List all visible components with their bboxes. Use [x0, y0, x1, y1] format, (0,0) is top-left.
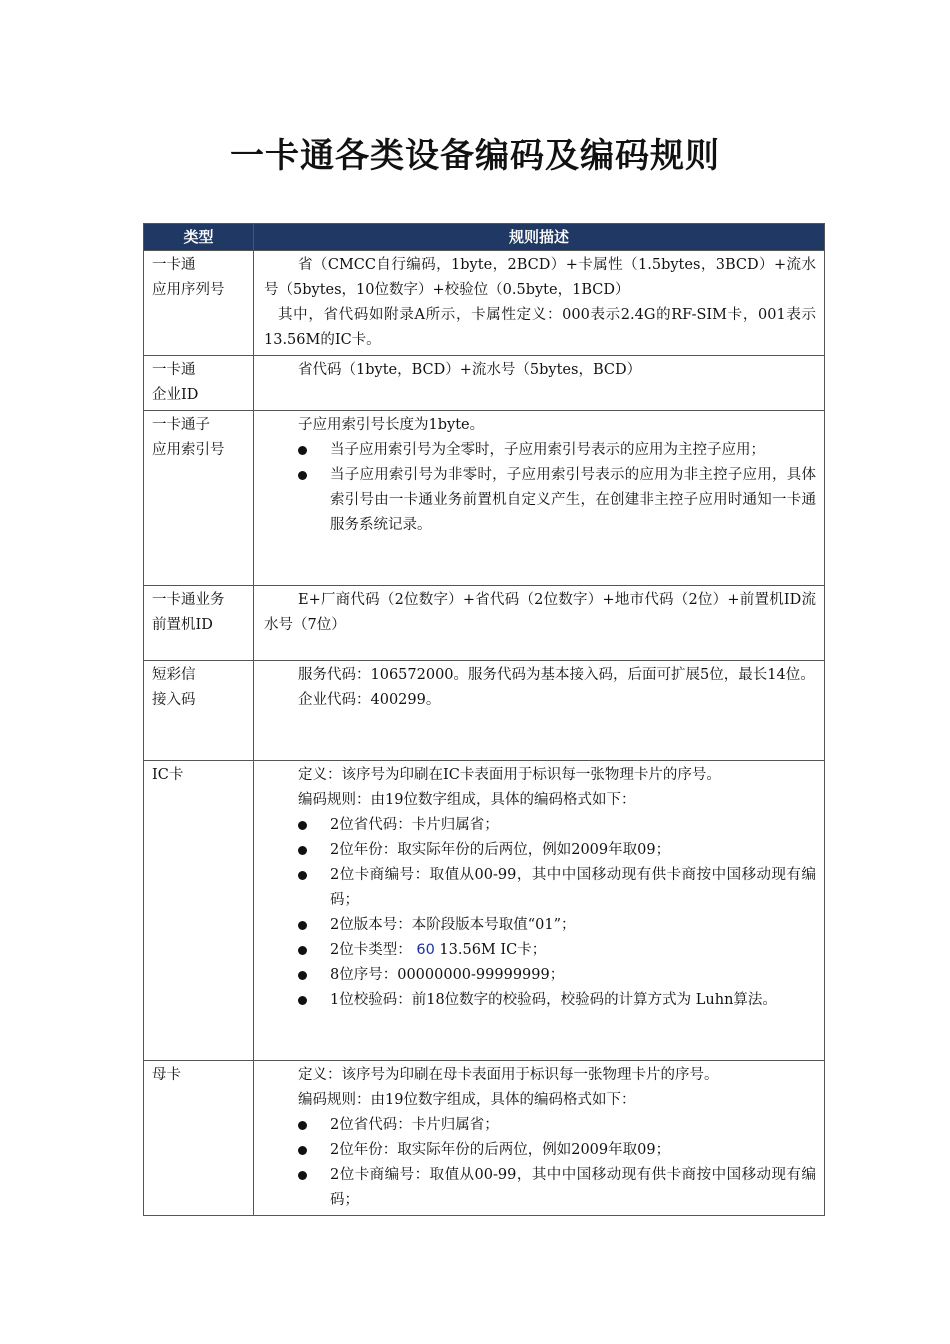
table-header-row	[144, 224, 825, 251]
type-cell	[144, 356, 254, 411]
description-cell	[254, 411, 825, 586]
description-text: 其中，省代码如附录A所示，卡属性定义：000表示2.4G的RF-SIM卡，001表示13.56M的IC卡。	[264, 307, 816, 348]
header-description: 规则描述	[254, 224, 825, 251]
list-item: 2位版本号：本阶段版本号取值“01”；	[264, 913, 816, 938]
list-item: 当子应用索引号为非零时，子应用索引号表示的应用为非主控子应用，具体索引号由一卡通业务前置机自定义产生，在创建非主控子应用时通知一卡通服务系统记录。	[264, 463, 816, 538]
type-line: 接入码	[152, 692, 196, 708]
type-line: 一卡通业务	[152, 592, 225, 608]
table-row	[144, 661, 825, 761]
bullet-list	[264, 813, 816, 1013]
type-line: 一卡通子	[152, 417, 210, 433]
list-item: 1位校验码：前18位数字的校验码，校验码的计算方式为 Luhn算法。	[264, 988, 816, 1013]
type-cell	[144, 661, 254, 761]
type-line: IC卡	[152, 767, 184, 783]
table-row	[144, 251, 825, 356]
description-cell	[254, 586, 825, 661]
description-text: E+厂商代码（2位数字）+省代码（2位数字）+地市代码（2位）+前置机ID流水号（7位）	[264, 592, 816, 633]
description-text: 定义：该序号为印刷在IC卡表面用于标识每一张物理卡片的序号。	[298, 767, 721, 783]
list-item: 2位卡商编号：取值从00-99，其中中国移动现有供卡商按中国移动现有编码；	[264, 863, 816, 913]
type-cell	[144, 411, 254, 586]
bullet-list	[264, 438, 816, 538]
list-item	[264, 938, 816, 963]
type-line: 一卡通	[152, 362, 196, 378]
type-line: 母卡	[152, 1067, 181, 1083]
table-row	[144, 586, 825, 661]
type-cell	[144, 586, 254, 661]
bullet-list	[264, 1113, 816, 1213]
table-row	[144, 411, 825, 586]
list-item: 8位序号：00000000-99999999；	[264, 963, 816, 988]
header-type: 类型	[144, 224, 254, 251]
table-row	[144, 356, 825, 411]
type-cell	[144, 1061, 254, 1216]
table-row	[144, 761, 825, 1061]
coding-rules-table	[143, 223, 825, 1216]
page-title: 一卡通各类设备编码及编码规则	[230, 136, 720, 176]
description-text: 企业代码：400299。	[298, 692, 441, 708]
card-type-desc: 13.56M IC卡；	[439, 942, 547, 958]
description-cell	[254, 251, 825, 356]
description-text: 子应用索引号长度为1byte。	[298, 417, 485, 433]
description-text: 省代码（1byte，BCD）+流水号（5bytes，BCD）	[298, 362, 642, 378]
list-item: 2位省代码：卡片归属省；	[264, 813, 816, 838]
type-line: 前置机ID	[152, 617, 213, 633]
description-text: 省（CMCC自行编码，1byte，2BCD）+卡属性（1.5bytes，3BCD）+流水号（5bytes，10位数字）+校验位（0.5byte，1BCD）	[264, 257, 816, 298]
list-item: 2位省代码：卡片归属省；	[264, 1113, 816, 1138]
description-cell	[254, 356, 825, 411]
description-text: 服务代码：106572000。服务代码为基本接入码，后面可扩展5位，最长14位。	[298, 667, 815, 683]
type-line: 短彩信	[152, 667, 196, 683]
type-cell	[144, 761, 254, 1061]
card-type-code: 60	[416, 942, 435, 958]
type-line: 应用索引号	[152, 442, 225, 458]
type-line: 一卡通	[152, 257, 196, 273]
description-text: 编码规则：由19位数字组成，具体的编码格式如下：	[298, 1092, 636, 1108]
list-item: 2位卡商编号：取值从00-99，其中中国移动现有供卡商按中国移动现有编码；	[264, 1163, 816, 1213]
description-text: 定义：该序号为印刷在母卡表面用于标识每一张物理卡片的序号。	[298, 1067, 719, 1083]
list-item: 当子应用索引号为全零时，子应用索引号表示的应用为主控子应用；	[264, 438, 816, 463]
description-cell	[254, 761, 825, 1061]
description-text: 编码规则：由19位数字组成，具体的编码格式如下：	[298, 792, 636, 808]
type-cell	[144, 251, 254, 356]
description-cell	[254, 1061, 825, 1216]
type-line: 企业ID	[152, 387, 199, 403]
description-cell	[254, 661, 825, 761]
card-type-label: 2位卡类型：	[330, 942, 412, 958]
table-row	[144, 1061, 825, 1216]
type-line: 应用序列号	[152, 282, 225, 298]
list-item: 2位年份：取实际年份的后两位，例如2009年取09；	[264, 838, 816, 863]
list-item: 2位年份：取实际年份的后两位，例如2009年取09；	[264, 1138, 816, 1163]
